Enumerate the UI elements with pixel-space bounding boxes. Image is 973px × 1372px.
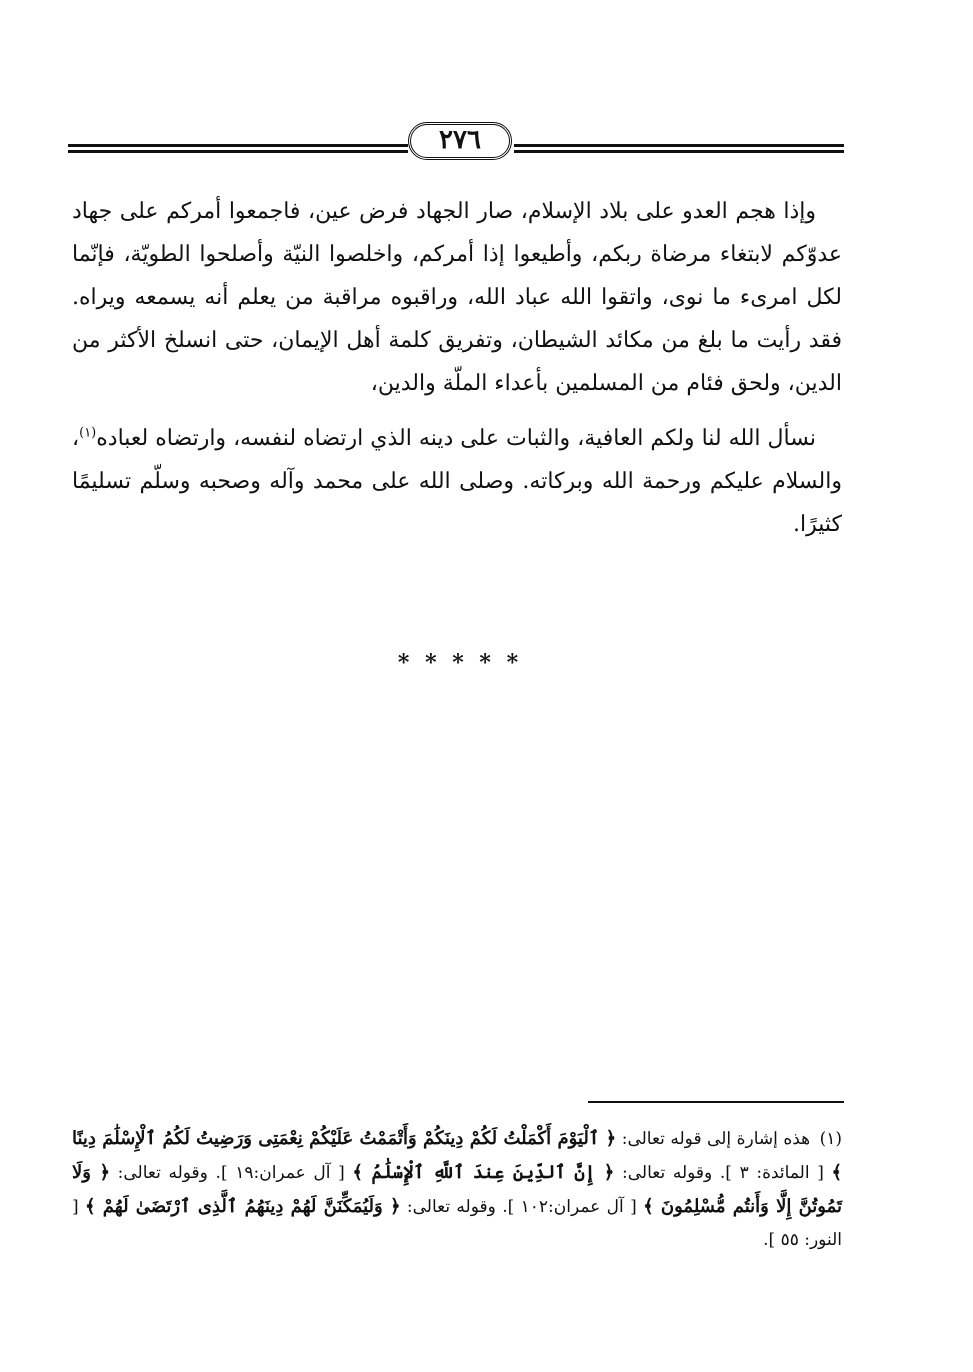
- verse-citation-4: [ النور: ٥٥ ].: [72, 1197, 842, 1250]
- quran-verse-4: ﴿ وَلَيُمَكِّنَنَّ لَهُمْ دِينَهُمُ ٱلَّذِى ٱرْتَضَىٰ لَهُمْ ﴾: [85, 1196, 401, 1217]
- footnote: [72, 1122, 842, 1257]
- verse-citation-2: [ آل عمران:١٩ ].: [215, 1163, 345, 1183]
- quran-verse-2: ﴿ إِنَّ ٱلدِّينَ عِندَ ٱللَّهِ ٱلْإِسْلَٰمُ ﴾: [352, 1162, 615, 1183]
- paragraph-2-part-1: نسأل الله لنا ولكم العافية، والثبات على دينه الذي ارتضاه لنفسه، وارتضاه لعباده: [96, 426, 816, 451]
- quran-verse-1: ﴿ ٱلْيَوْمَ أَكْمَلْتُ لَكُمْ دِينَكُمْ وَأَتْمَمْتُ عَلَيْكُمْ نِعْمَتِى وَرَضِيتُ لَكُمُ ٱلْإِسْلَٰمَ دِينًا ﴾: [72, 1128, 843, 1183]
- footnote-intro-2: وقوله تعالى:: [622, 1163, 713, 1183]
- section-separator: * * * * *: [397, 650, 523, 676]
- quran-verse-3: ﴿ وَلَا تَمُوتُنَّ إِلَّا وَأَنتُم مُّسْلِمُونَ ﴾: [72, 1162, 842, 1217]
- paragraph-2-part-2: ، والسلام عليكم ورحمة الله وبركاته. وصلى الله على محمد وآله وصحبه وسلّم تسليمًا كثيرًا.: [72, 426, 842, 537]
- footnote-reference[interactable]: (١): [79, 425, 97, 441]
- paragraph-1: وإذا هجم العدو على بلاد الإسلام، صار الجهاد فرض عين، فاجمعوا أمركم على جهاد عدوّكم لابتغاء مرضاة ربكم، وأطيعوا إذا أمركم، واخلصوا النيّة وأصلحوا الطويّة، فإنّما لكل امرىء ما نوى، واتقوا الله عباد الله، وراقبوه مراقبة من يعلم أنه يسمعه ويراه. فقد رأيت ما بلغ من مكائد الشيطان، وتفريق كلمة أهل الإيمان، حتى انسلخ الأكثر من الدين، ولحق فئام من المسلمين بأعداء الملّة والدين،: [72, 199, 842, 396]
- verse-citation-1: [ المائدة: ٣ ].: [719, 1163, 824, 1183]
- header-rule-right: [514, 144, 844, 153]
- page-header: [68, 118, 844, 166]
- footnote-divider: [588, 1101, 844, 1103]
- page-number: ٢٧٦: [408, 122, 512, 160]
- paragraph-2: [72, 417, 842, 546]
- main-text: [72, 190, 842, 558]
- footnote-number: (١): [819, 1129, 843, 1149]
- footnote-intro-3: وقوله تعالى:: [117, 1163, 208, 1183]
- footnote-intro-1: هذه إشارة إلى قوله تعالى:: [621, 1129, 811, 1149]
- header-rule-left: [68, 144, 408, 153]
- verse-citation-3: [ آل عمران:١٠٢ ].: [502, 1197, 637, 1217]
- footnote-intro-4: وقوله تعالى:: [406, 1197, 496, 1217]
